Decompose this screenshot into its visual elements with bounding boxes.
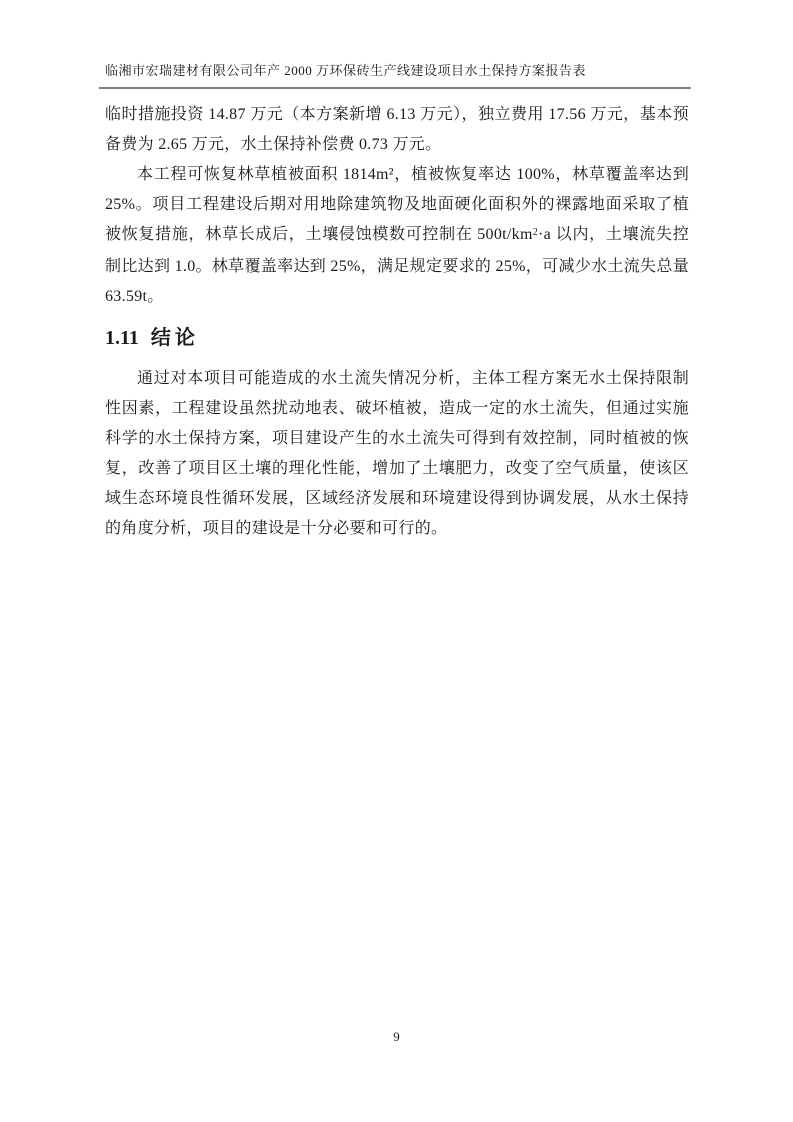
paragraph-conclusion: 通过对本项目可能造成的水土流失情况分析，主体工程方案无水土保持限制性因素，工程建设虽然扰动地表、破坏植被，造成一定的水土流失，但通过实施科学的水土保持方案，项目建设产生的水土流失可得到有效控制，同时植被的恢复，改善了项目区土壤的理化性能，增加了土壤肥力，改变了空气质量，使该区域生态环境良性循环发展，区域经济发展和环境建设得到协调发展，从水土保持的角度分析，项目的建设是十分必要和可行的。	[105, 370, 689, 537]
restoration-text: 本工程可恢复林草植被面积 1814m²，植被恢复率达 100%，林草覆盖率达到 25%。项目工程建设后期对用地除建筑物及地面硬化面积外的裸露地面采取了植被恢复措施，林草长成后，土壤侵蚀模数可控制在 500t/km	[105, 166, 689, 243]
superscript-exponent: 2	[532, 226, 539, 238]
section-heading	[105, 324, 689, 352]
page-footer	[0, 1028, 793, 1046]
document-body	[105, 100, 689, 544]
page-number: 9	[393, 1029, 400, 1044]
paragraph-restoration	[105, 160, 689, 312]
restoration-text-continued: ·a 以内，土壤流失控制比达到 1.0。林草覆盖率达到 25%，满足规定要求的 25%，可减少水土流失总量 63.59t。	[105, 226, 689, 305]
section-heading-number: 1.11	[105, 327, 139, 349]
paragraph-investment: 临时措施投资 14.87 万元（本方案新增 6.13 万元），独立费用 17.56 万元，基本预备费为 2.65 万元，水土保持补偿费 0.73 万元。	[105, 106, 689, 153]
header-title: 临湘市宏瑞建材有限公司年产 2000 万环保砖生产线建设项目水土保持方案报告表	[105, 63, 587, 78]
header-rule	[99, 87, 691, 89]
section-heading-text: 结论	[150, 327, 199, 349]
